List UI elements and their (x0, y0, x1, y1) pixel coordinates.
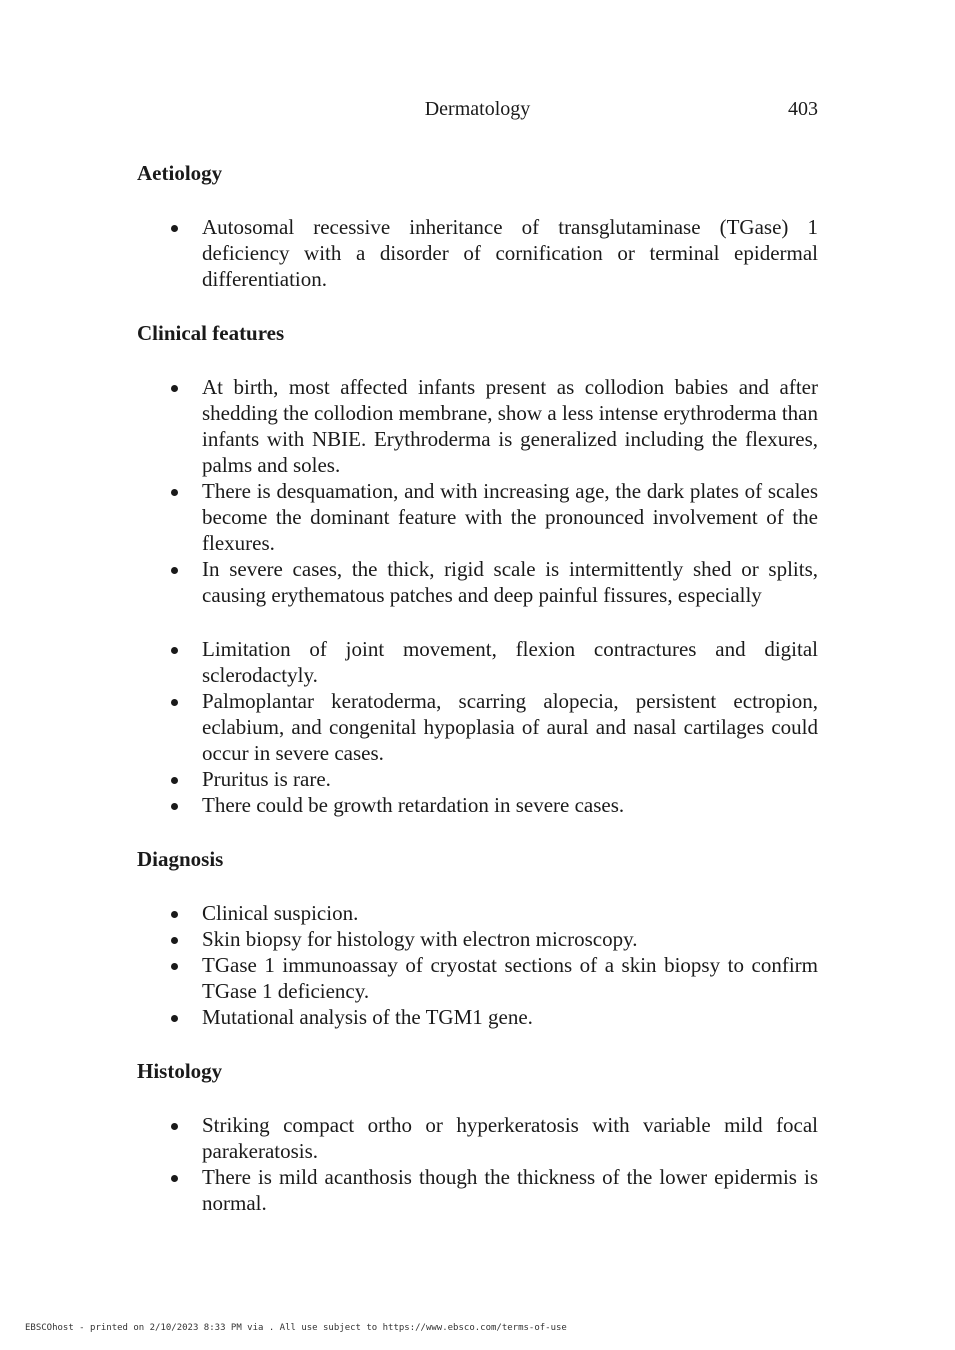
section-heading-aetiology: Aetiology (137, 161, 223, 185)
bullet-icon (171, 937, 178, 944)
bullet-icon (171, 963, 178, 970)
list-item: There is desquamation, and with increasing age, the dark plates of scales become the dominant feature with the pronounced involvement of the flexures. (137, 478, 818, 556)
print-footer: EBSCOhost - printed on 2/10/2023 8:33 PM via . All use subject to https://www.ebsco.com/terms-of-use (25, 1323, 567, 1333)
bullet-icon (171, 567, 178, 574)
bullet-icon (171, 385, 178, 392)
list-item: There is mild acanthosis though the thickness of the lower epidermis is normal. (137, 1164, 818, 1216)
bullet-icon (171, 647, 178, 654)
list-item: Striking compact ortho or hyperkeratosis with variable mild focal parakeratosis. (137, 1112, 818, 1164)
section-heading-histology: Histology (137, 1059, 223, 1083)
list-item: Limitation of joint movement, flexion contractures and digital sclerodactyly. (137, 636, 818, 688)
clinical-features-list-continued (137, 636, 818, 818)
bullet-icon (171, 489, 178, 496)
diagnosis-list (137, 900, 818, 1030)
clinical-features-list (137, 374, 818, 608)
bullet-icon (171, 1015, 178, 1022)
bullet-icon (171, 777, 178, 784)
list-item: There could be growth retardation in severe cases. (137, 792, 818, 818)
list-item: Pruritus is rare. (137, 766, 818, 792)
bullet-icon (171, 699, 178, 706)
list-item: Mutational analysis of the TGM1 gene. (137, 1004, 818, 1030)
bullet-icon (171, 1123, 178, 1130)
section-heading-clinical-features: Clinical features (137, 321, 285, 345)
bullet-icon (171, 1175, 178, 1182)
page-body (137, 160, 818, 1216)
histology-list (137, 1112, 818, 1216)
list-item: Autosomal recessive inheritance of transglutaminase (TGase) 1 deficiency with a disorder of cornification or terminal epidermal differentiation. (137, 214, 818, 292)
bullet-icon (171, 911, 178, 918)
section-heading-diagnosis: Diagnosis (137, 847, 224, 871)
bullet-icon (171, 225, 178, 232)
list-item: At birth, most affected infants present as collodion babies and after shedding the collodion membrane, show a less intense erythroderma than infants with NBIE. Erythroderma is generalized including the flexures, palms and soles. (137, 374, 818, 478)
running-title: Dermatology (424, 98, 531, 120)
list-item: Clinical suspicion. (137, 900, 818, 926)
list-item: Palmoplantar keratoderma, scarring alopecia, persistent ectropion, eclabium, and congenital hypoplasia of aural and nasal cartilages could occur in severe cases. (137, 688, 818, 766)
list-item: TGase 1 immunoassay of cryostat sections of a skin biopsy to confirm TGase 1 deficiency. (137, 952, 818, 1004)
aetiology-list (137, 214, 818, 292)
list-item: In severe cases, the thick, rigid scale is intermittently shed or splits, causing erythematous patches and deep painful fissures, especially (137, 556, 818, 608)
list-item: Skin biopsy for histology with electron microscopy. (137, 926, 818, 952)
bullet-icon (171, 803, 178, 810)
page-number: 403 (788, 98, 818, 120)
